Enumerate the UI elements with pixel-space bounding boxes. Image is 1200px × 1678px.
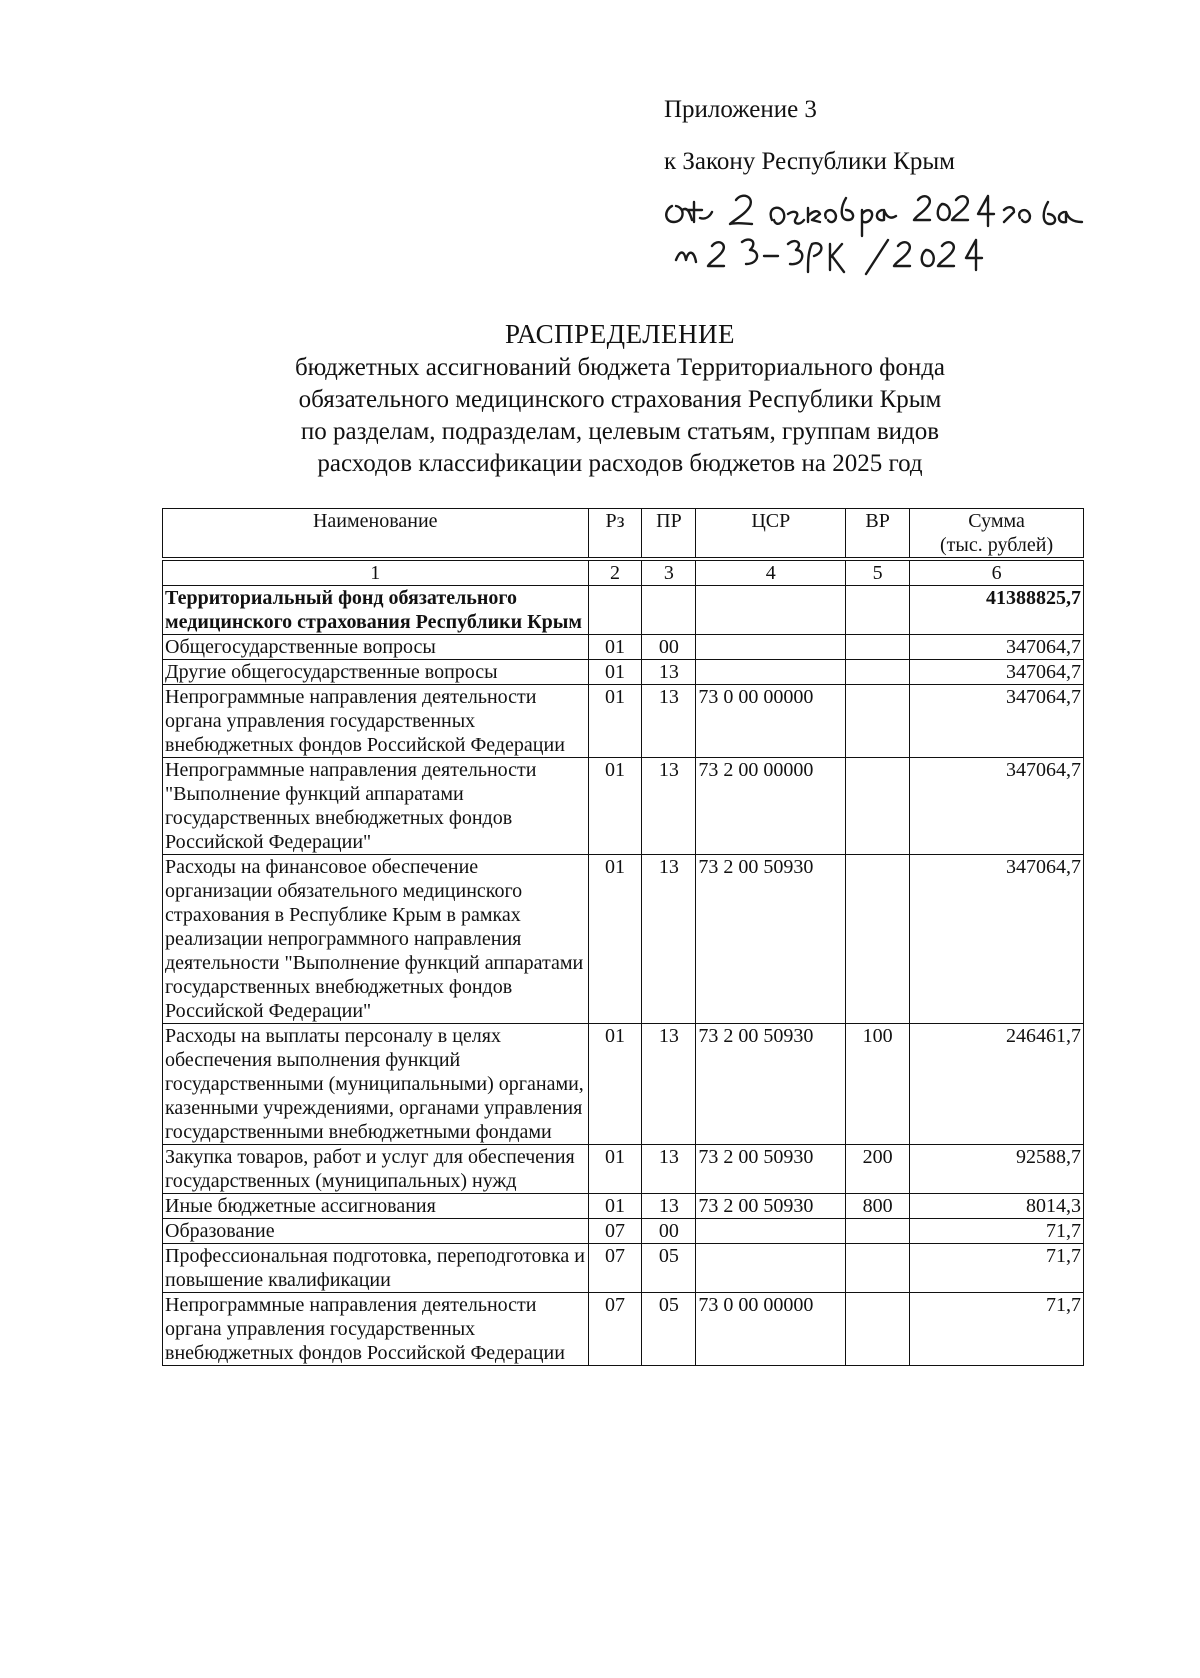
row-name: Непрограммные направления деятельности органа управления государственных внебюджетных фондов Российской Федерации (163, 1293, 589, 1366)
row-vr (846, 586, 910, 635)
row-rz: 07 (588, 1219, 642, 1244)
row-pr: 13 (642, 1145, 696, 1194)
law-reference: к Закону Республики Крым (664, 148, 955, 175)
row-pr: 13 (642, 758, 696, 855)
row-rz: 01 (588, 1145, 642, 1194)
col-number: 1 (163, 559, 589, 586)
row-rz: 01 (588, 685, 642, 758)
row-pr: 00 (642, 1219, 696, 1244)
row-csr: 73 0 00 00000 (696, 685, 846, 758)
document-title (150, 318, 1090, 480)
table-header-row (163, 509, 1084, 560)
row-name: Территориальный фонд обязательного медицинского страхования Республики Крым (163, 586, 589, 635)
row-sum: 8014,3 (910, 1194, 1084, 1219)
row-sum: 246461,7 (910, 1024, 1084, 1145)
table-row (163, 685, 1084, 758)
row-csr: 73 2 00 50930 (696, 1024, 846, 1145)
title-line: расходов классификации расходов бюджетов на 2025 год (317, 450, 923, 477)
row-csr (696, 586, 846, 635)
row-csr: 73 0 00 00000 (696, 1293, 846, 1366)
row-name: Непрограммные направления деятельности органа управления государственных внебюджетных фондов Российской Федерации (163, 685, 589, 758)
table-row (163, 660, 1084, 685)
row-sum: 347064,7 (910, 685, 1084, 758)
row-csr (696, 635, 846, 660)
row-name: Иные бюджетные ассигнования (163, 1194, 589, 1219)
row-pr: 00 (642, 635, 696, 660)
row-vr (846, 685, 910, 758)
row-pr: 13 (642, 685, 696, 758)
row-sum: 347064,7 (910, 635, 1084, 660)
row-csr: 73 2 00 00000 (696, 758, 846, 855)
row-name: Общегосударственные вопросы (163, 635, 589, 660)
col-header-rz: Рз (588, 509, 642, 560)
title-line: бюджетных ассигнований бюджета Территориального фонда (294, 354, 946, 381)
sum-header-label: Сумма (968, 510, 1025, 532)
row-pr: 13 (642, 1194, 696, 1219)
row-csr (696, 660, 846, 685)
row-rz: 01 (588, 635, 642, 660)
row-vr (846, 660, 910, 685)
handwritten-signature-date (660, 180, 1140, 280)
row-pr: 05 (642, 1293, 696, 1366)
row-name: Образование (163, 1219, 589, 1244)
col-number: 4 (696, 559, 846, 586)
row-sum: 41388825,7 (910, 586, 1084, 635)
row-vr: 200 (846, 1145, 910, 1194)
col-number: 6 (910, 559, 1084, 586)
row-pr (642, 586, 696, 635)
row-csr (696, 1219, 846, 1244)
row-csr: 73 2 00 50930 (696, 855, 846, 1024)
row-sum: 71,7 (910, 1293, 1084, 1366)
table-row (163, 855, 1084, 1024)
row-vr (846, 855, 910, 1024)
row-pr: 13 (642, 660, 696, 685)
table-row (163, 1293, 1084, 1366)
table-row (163, 1219, 1084, 1244)
row-pr: 05 (642, 1244, 696, 1293)
row-vr (846, 1293, 910, 1366)
row-vr (846, 1244, 910, 1293)
row-rz: 01 (588, 1024, 642, 1145)
col-number: 2 (588, 559, 642, 586)
row-csr (696, 1244, 846, 1293)
title-main: РАСПРЕДЕЛЕНИЕ (504, 319, 736, 349)
table-row (163, 1145, 1084, 1194)
table-row (163, 758, 1084, 855)
row-rz: 01 (588, 1194, 642, 1219)
row-vr (846, 758, 910, 855)
row-vr: 100 (846, 1024, 910, 1145)
title-line: обязательного медицинского страхования Республики Крым (298, 386, 942, 413)
row-rz: 07 (588, 1293, 642, 1366)
row-csr: 73 2 00 50930 (696, 1194, 846, 1219)
row-rz (588, 586, 642, 635)
table-column-numbers-row (163, 559, 1084, 586)
col-header-name: Наименование (163, 509, 589, 560)
row-pr: 13 (642, 1024, 696, 1145)
row-vr: 800 (846, 1194, 910, 1219)
col-header-vr: ВР (846, 509, 910, 560)
row-sum: 347064,7 (910, 758, 1084, 855)
table-row (163, 1244, 1084, 1293)
table-row (163, 1024, 1084, 1145)
row-name: Закупка товаров, работ и услуг для обеспечения государственных (муниципальных) нужд (163, 1145, 589, 1194)
row-rz: 01 (588, 660, 642, 685)
row-name: Расходы на выплаты персоналу в целях обеспечения выполнения функций государственными (муниципальными) органами, казенными учреждениями, органами управления государственными внебюджетными фондами (163, 1024, 589, 1145)
budget-table (162, 508, 1084, 1366)
row-sum: 92588,7 (910, 1145, 1084, 1194)
table-row (163, 586, 1084, 635)
row-vr (846, 635, 910, 660)
row-name: Расходы на финансовое обеспечение организации обязательного медицинского страхования в Республике Крым в рамках реализации непрограммного направления деятельности "Выполнение функций аппаратами государственных внебюджетных фондов Российской Федерации" (163, 855, 589, 1024)
col-number: 3 (642, 559, 696, 586)
row-rz: 01 (588, 758, 642, 855)
col-header-pr: ПР (642, 509, 696, 560)
row-pr: 13 (642, 855, 696, 1024)
row-name: Непрограммные направления деятельности "Выполнение функций аппаратами государственных внебюджетных фондов Российской Федерации" (163, 758, 589, 855)
row-name: Профессиональная подготовка, переподготовка и повышение квалификации (163, 1244, 589, 1293)
appendix-number: Приложение 3 (664, 96, 817, 123)
row-vr (846, 1219, 910, 1244)
row-name: Другие общегосударственные вопросы (163, 660, 589, 685)
row-rz: 07 (588, 1244, 642, 1293)
table-row (163, 635, 1084, 660)
sum-header-unit: (тыс. рублей) (940, 534, 1054, 556)
col-header-csr: ЦСР (696, 509, 846, 560)
title-line: по разделам, подразделам, целевым статьям, группам видов (300, 418, 940, 445)
col-number: 5 (846, 559, 910, 586)
row-rz: 01 (588, 855, 642, 1024)
row-sum: 71,7 (910, 1244, 1084, 1293)
col-header-sum (910, 509, 1084, 560)
row-sum: 71,7 (910, 1219, 1084, 1244)
row-sum: 347064,7 (910, 660, 1084, 685)
table-body (163, 586, 1084, 1366)
row-sum: 347064,7 (910, 855, 1084, 1024)
table-row (163, 1194, 1084, 1219)
row-csr: 73 2 00 50930 (696, 1145, 846, 1194)
